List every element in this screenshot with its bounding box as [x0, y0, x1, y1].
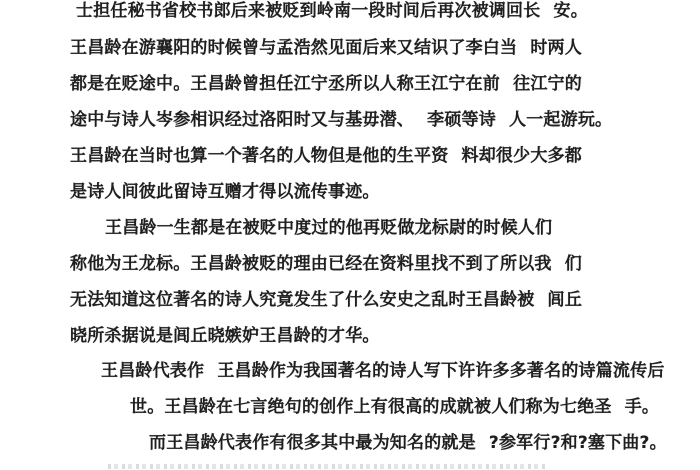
text-line: 都是在贬途中。王昌龄曾担任江宁丞所以人称王江宁在前 往江宁的: [70, 74, 582, 94]
text-line: 途中与诗人岑参相识经过洛阳时又与基毋潜、 李硕等诗 人一起游玩。: [70, 110, 613, 130]
text-line: 无法知道这位著名的诗人究竟发生了什么安史之乱时王昌龄被 闾丘: [70, 290, 582, 310]
text-line: 称他为王龙标。王昌龄被贬的理由已经在资料里找不到了所以我 们: [70, 254, 582, 274]
text-line: 王昌龄在游襄阳的时候曾与孟浩然见面后来又结识了李白当 时两人: [70, 38, 582, 58]
text-line: 士担任秘书省校书郎后来被贬到岭南一段时间后再次被调回长 安。: [76, 1, 588, 21]
text-line: 世。王昌龄在七言绝句的创作上有很高的成就被人们称为七绝圣 手。: [130, 397, 660, 417]
text-line: 而王昌龄代表作有很多其中最为知名的就是 ?参军行?和?塞下曲?。: [149, 433, 667, 453]
cutoff-text-line: [108, 464, 548, 469]
text-line: 是诗人间彼此留诗互赠才得以流传事迹。: [70, 182, 380, 202]
text-line: 王昌龄在当时也算一个著名的人物但是他的生平资 料却很少大多都: [70, 146, 582, 166]
text-line: 王昌龄代表作 王昌龄作为我国著名的诗人写下许许多多著名的诗篇流传后: [101, 361, 665, 381]
text-line: 晓所杀据说是闾丘晓嫉妒王昌龄的才华。: [70, 326, 380, 346]
text-line: 王昌龄一生都是在被贬中度过的他再贬做龙标尉的时候人们: [105, 218, 553, 238]
